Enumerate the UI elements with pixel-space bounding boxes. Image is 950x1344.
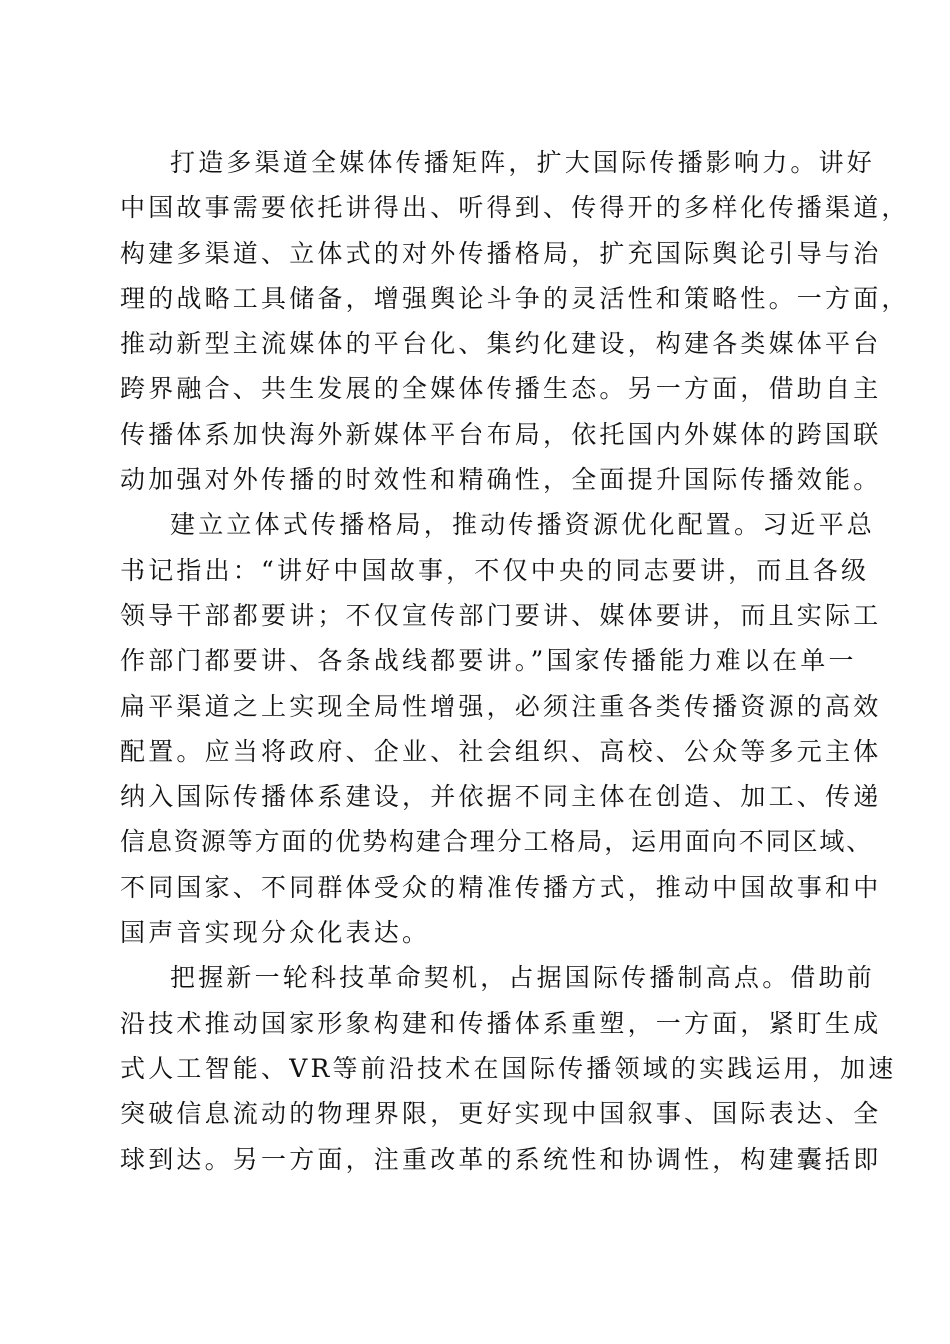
text-line: 突破信息流动的物理界限，更好实现中国叙事、国际表达、全 bbox=[120, 1099, 882, 1129]
text-line: 书记指出：“讲好中国故事，不仅中央的同志要讲，而且各级 bbox=[120, 555, 870, 585]
text-line: 沿技术推动国家形象构建和传播体系重塑，一方面，紧盯生成 bbox=[120, 1008, 882, 1038]
text-line: 作部门都要讲、各条战线都要讲。”国家传播能力难以在单一 bbox=[120, 646, 857, 676]
text-line: 构建多渠道、立体式的对外传播格局，扩充国际舆论引导与治 bbox=[120, 238, 882, 268]
text-line: 中国故事需要依托讲得出、听得到、传得开的多样化传播渠道， bbox=[120, 193, 910, 223]
text-line: 国声音实现分众化表达。 bbox=[120, 918, 431, 948]
text-line: 信息资源等方面的优势构建合理分工格局，运用面向不同区域、 bbox=[120, 827, 874, 857]
text-line: 领导干部都要讲；不仅宣传部门要讲、媒体要讲，而且实际工 bbox=[120, 600, 882, 630]
text-line: 纳入国际传播体系建设，并依据不同主体在创造、加工、传递 bbox=[120, 782, 882, 812]
text-line: 不同国家、不同群体受众的精准传播方式，推动中国故事和中 bbox=[120, 872, 882, 902]
document-body bbox=[120, 140, 910, 1182]
text-line: 建立立体式传播格局，推动传播资源优化配置。习近平总 bbox=[170, 510, 876, 540]
text-line: 式人工智能、VR等前沿技术在国际传播领域的实践运用，加速 bbox=[120, 1053, 897, 1083]
text-line: 把握新一轮科技革命契机，占据国际传播制高点。借助前 bbox=[170, 963, 876, 993]
text-line: 传播体系加快海外新媒体平台布局，依托国内外媒体的跨国联 bbox=[120, 419, 882, 449]
text-line: 球到达。另一方面，注重改革的系统性和协调性，构建囊括即 bbox=[120, 1144, 882, 1174]
text-line: 配置。应当将政府、企业、社会组织、高校、公众等多元主体 bbox=[120, 736, 882, 766]
paragraph-2 bbox=[120, 502, 882, 955]
paragraph-1 bbox=[120, 140, 910, 502]
text-line: 打造多渠道全媒体传播矩阵，扩大国际传播影响力。讲好 bbox=[170, 148, 876, 177]
text-line: 动加强对外传播的时效性和精确性，全面提升国际传播效能。 bbox=[120, 465, 882, 495]
text-line: 扁平渠道之上实现全局性增强，必须注重各类传播资源的高效 bbox=[120, 691, 882, 721]
text-line: 理的战略工具储备，增强舆论斗争的灵活性和策略性。一方面， bbox=[120, 283, 910, 313]
text-line: 跨界融合、共生发展的全媒体传播生态。另一方面，借助自主 bbox=[120, 374, 882, 404]
text-line: 推动新型主流媒体的平台化、集约化建设，构建各类媒体平台 bbox=[120, 329, 882, 359]
paragraph-3 bbox=[120, 955, 897, 1181]
